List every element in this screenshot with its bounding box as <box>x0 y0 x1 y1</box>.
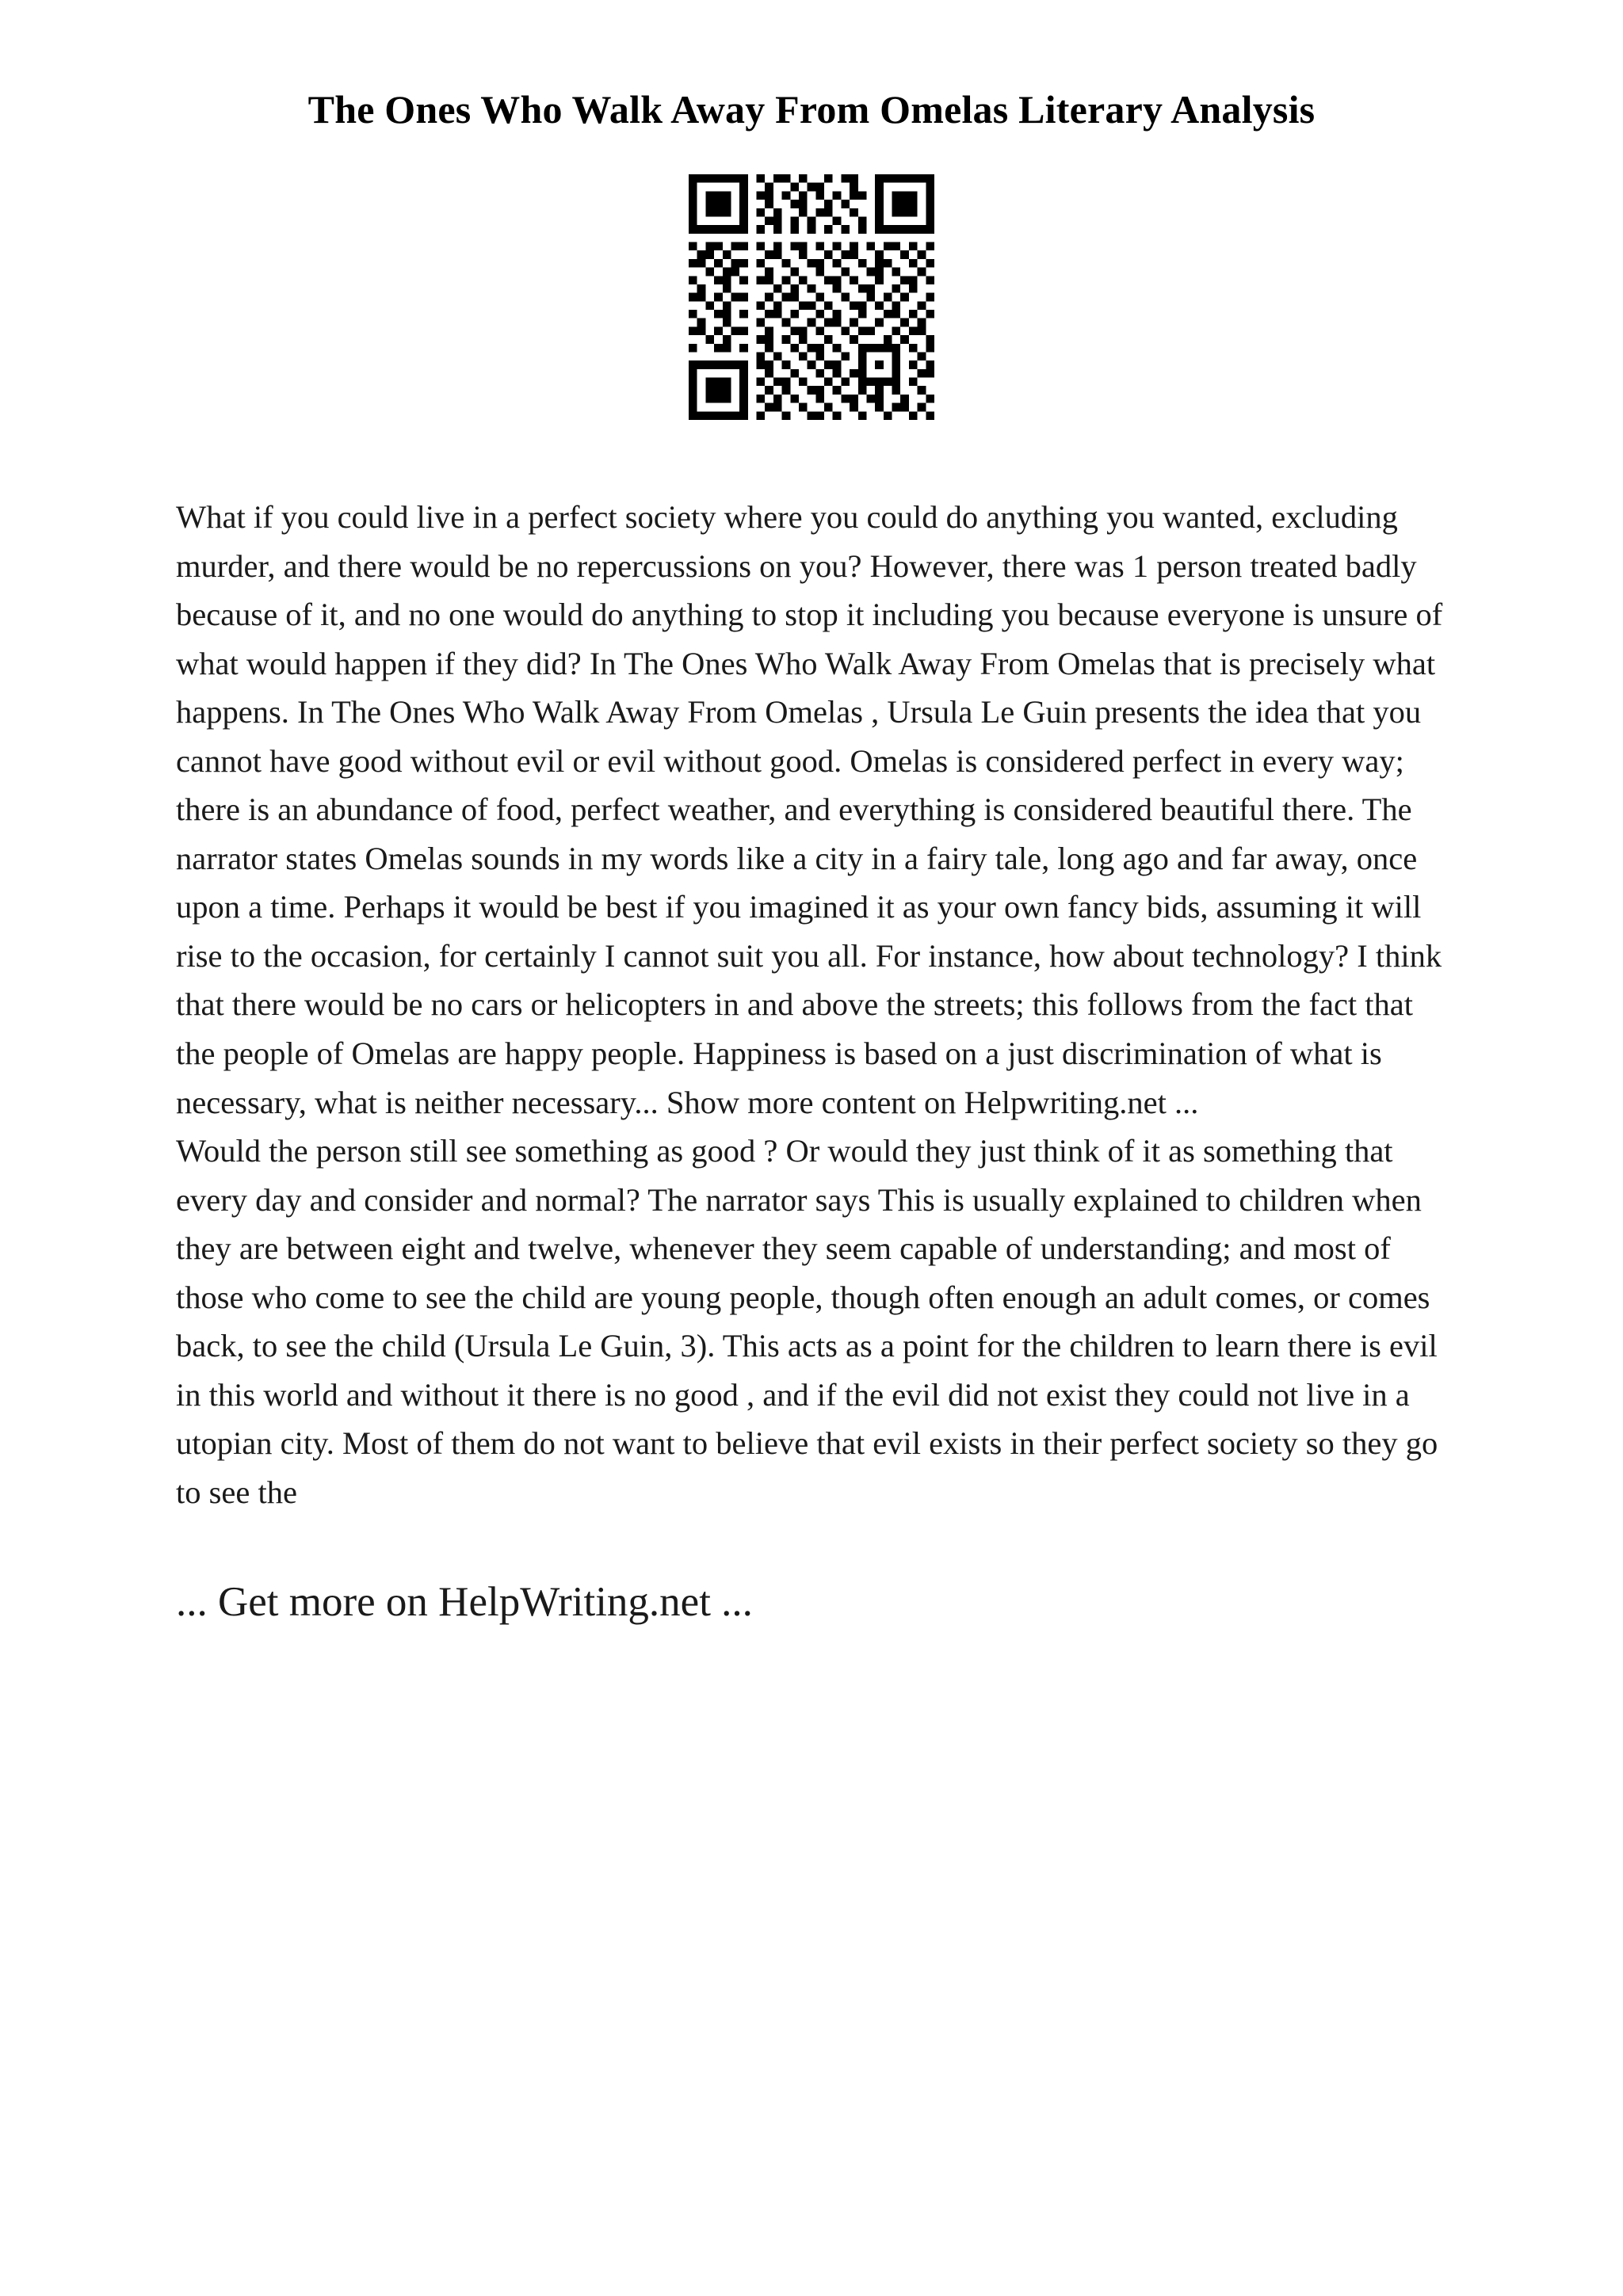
get-more-link[interactable]: ... Get more on HelpWriting.net ... <box>176 1579 753 1626</box>
document-body <box>98 493 1525 1630</box>
qr-code-icon <box>689 174 934 420</box>
qr-code-container <box>0 174 1623 420</box>
body-paragraph-1: What if you could live in a perfect society where you could do anything you wanted, excluding murder, and there would be no repercussions on you? However, there was 1 person treated badly because of it, and no one would do anything to stop it including you because everyone is unsure of what would happen if they did? In The Ones Who Walk Away From Omelas that is precisely what happens. In The Ones Who Walk Away From Omelas , Ursula Le Guin presents the idea that you cannot have good without evil or evil without good. Omelas is considered perfect in every way; there is an abundance of food, perfect weather, and everything is considered beautiful there. The narrator states Omelas sounds in my words like a city in a fairy tale, long ago and far away, once upon a time. Perhaps it would be best if you imagined it as your own fancy bids, assuming it will rise to the occasion, for certainly I cannot suit you all. For instance, how about technology? I think that there would be no cars or helicopters in and above the streets; this follows from the fact that the people of Omelas are happy people. Happiness is based on a just discrimination of what is necessary, what is neither necessary... Show more content on Helpwriting.net ... <box>176 499 1443 1120</box>
page-title: The Ones Who Walk Away From Omelas Literary Analysis <box>307 87 1316 132</box>
body-paragraph-2: Would the person still see something as good ? Or would they just think of it as something that every day and consider and normal? The narrator says This is usually explained to children when they are between eight and twelve, whenever they seem capable of understanding; and most of those who come to see the child are young people, though often enough an adult comes, or comes back, to see the child (Ursula Le Guin, 3). This acts as a point for the children to learn there is evil in this world and without it there is no good , and if the evil did not exist they could not live in a utopian city. Most of them do not want to believe that evil exists in their perfect society so they go to see the <box>176 1133 1438 1510</box>
